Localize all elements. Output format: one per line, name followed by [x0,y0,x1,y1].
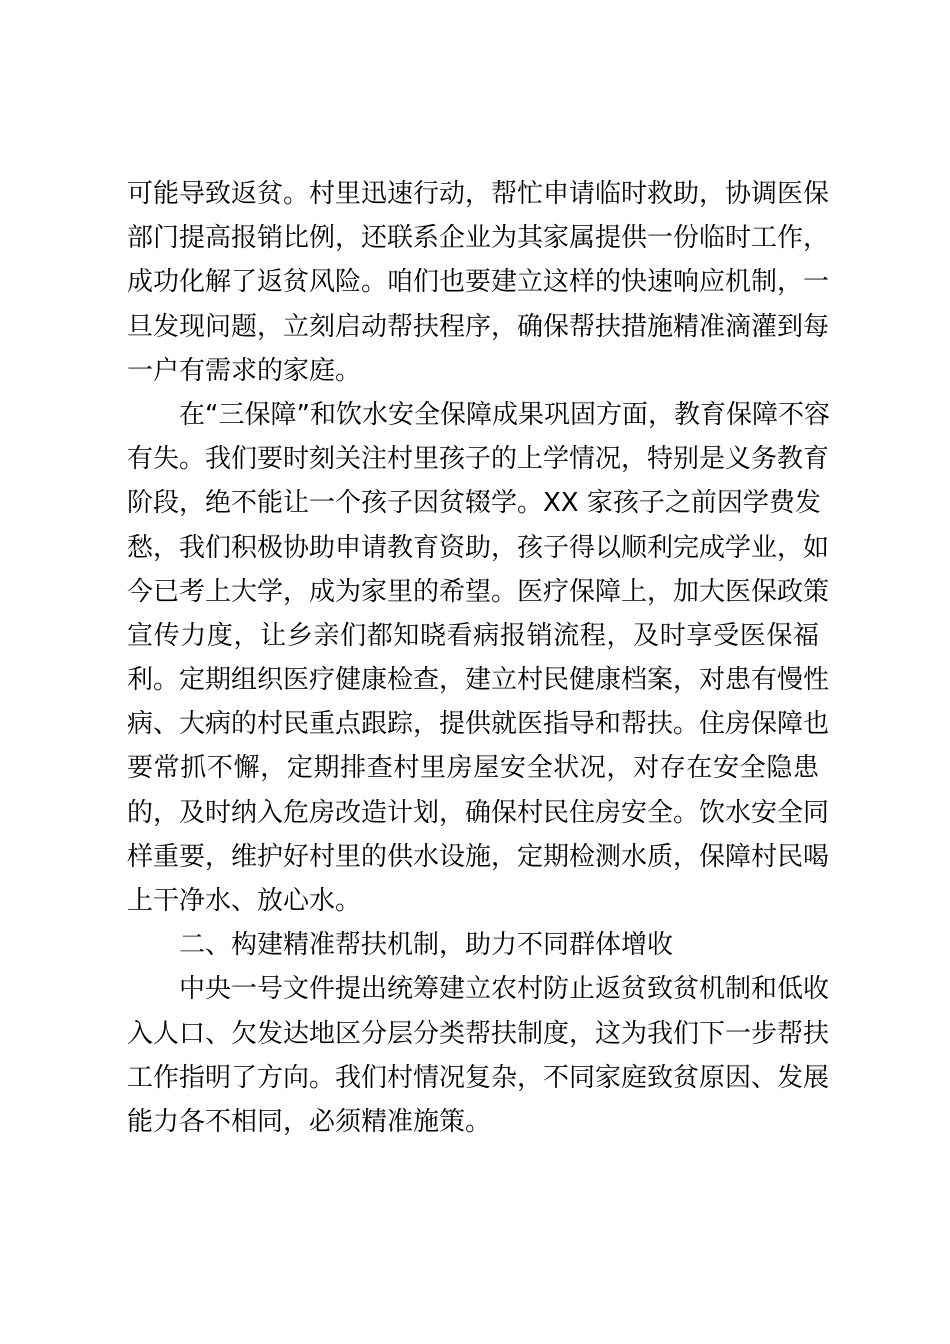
text-line: 可能导致返贫。村里迅速行动，帮忙申请临时救助，协调医保 [127,179,830,209]
text-line: 今已考上大学，成为家里的希望。医疗保障上，加大医保政策 [127,576,830,607]
paragraph-3 [127,967,830,1144]
section-heading-text: 二、构建精准帮扶机制，助力不同群体增收 [179,930,674,961]
text-line: 上干净水、放心水。 [127,886,362,916]
text-line: 一户有需求的家庭。 [127,355,362,386]
text-line: 成功化解了返贫风险。咱们也要建立这样的快速响应机制，一 [127,267,830,298]
text-line: 工作指明了方向。我们村情况复杂，不同家庭致贫原因、发展 [127,1062,830,1093]
paragraph-1 [127,172,830,393]
text-line: 样重要，维护好村里的供水设施，定期检测水质，保障村民喝 [127,841,830,872]
text-line: 要常抓不懈，定期排查村里房屋安全状况，对存在安全隐患 [127,753,819,784]
document-body [127,172,830,1144]
text-line: 部门提高报销比例，还联系企业为其家属提供一份临时工作， [127,223,830,254]
text-line: 有失。我们要时刻关注村里孩子的上学情况，特别是义务教育 [127,444,830,475]
text-line: 在“三保障”和饮水安全保障成果巩固方面，教育保障不容 [179,399,830,430]
text-line: 宣传力度，让乡亲们都知晓看病报销流程，及时享受医保福 [127,620,819,651]
text-line: 病、大病的村民重点跟踪，提供就医指导和帮扶。住房保障也 [127,709,830,740]
text-line: 的，及时纳入危房改造计划，确保村民住房安全。饮水安全同 [127,797,830,828]
section-heading [127,923,819,967]
text-line: 利。定期组织医疗健康检查，建立村民健康档案，对患有慢性 [127,665,830,696]
text-line: 愁，我们积极协助申请教育资助，孩子得以顺利完成学业，如 [127,532,830,563]
text-line: 旦发现问题，立刻启动帮扶程序，确保帮扶措施精准滴灌到每 [127,311,830,342]
text-line: 能力各不相同，必须精准施策。 [127,1106,492,1137]
text-line: 阶段，绝不能让一个孩子因贫辍学。XX 家孩子之前因学费发 [127,488,821,519]
text-line: 中央一号文件提出统筹建立农村防止返贫致贫机制和低收 [179,974,830,1005]
text-line: 入人口、欠发达地区分层分类帮扶制度，这为我们下一步帮扶 [127,1018,830,1049]
paragraph-2 [127,393,830,923]
